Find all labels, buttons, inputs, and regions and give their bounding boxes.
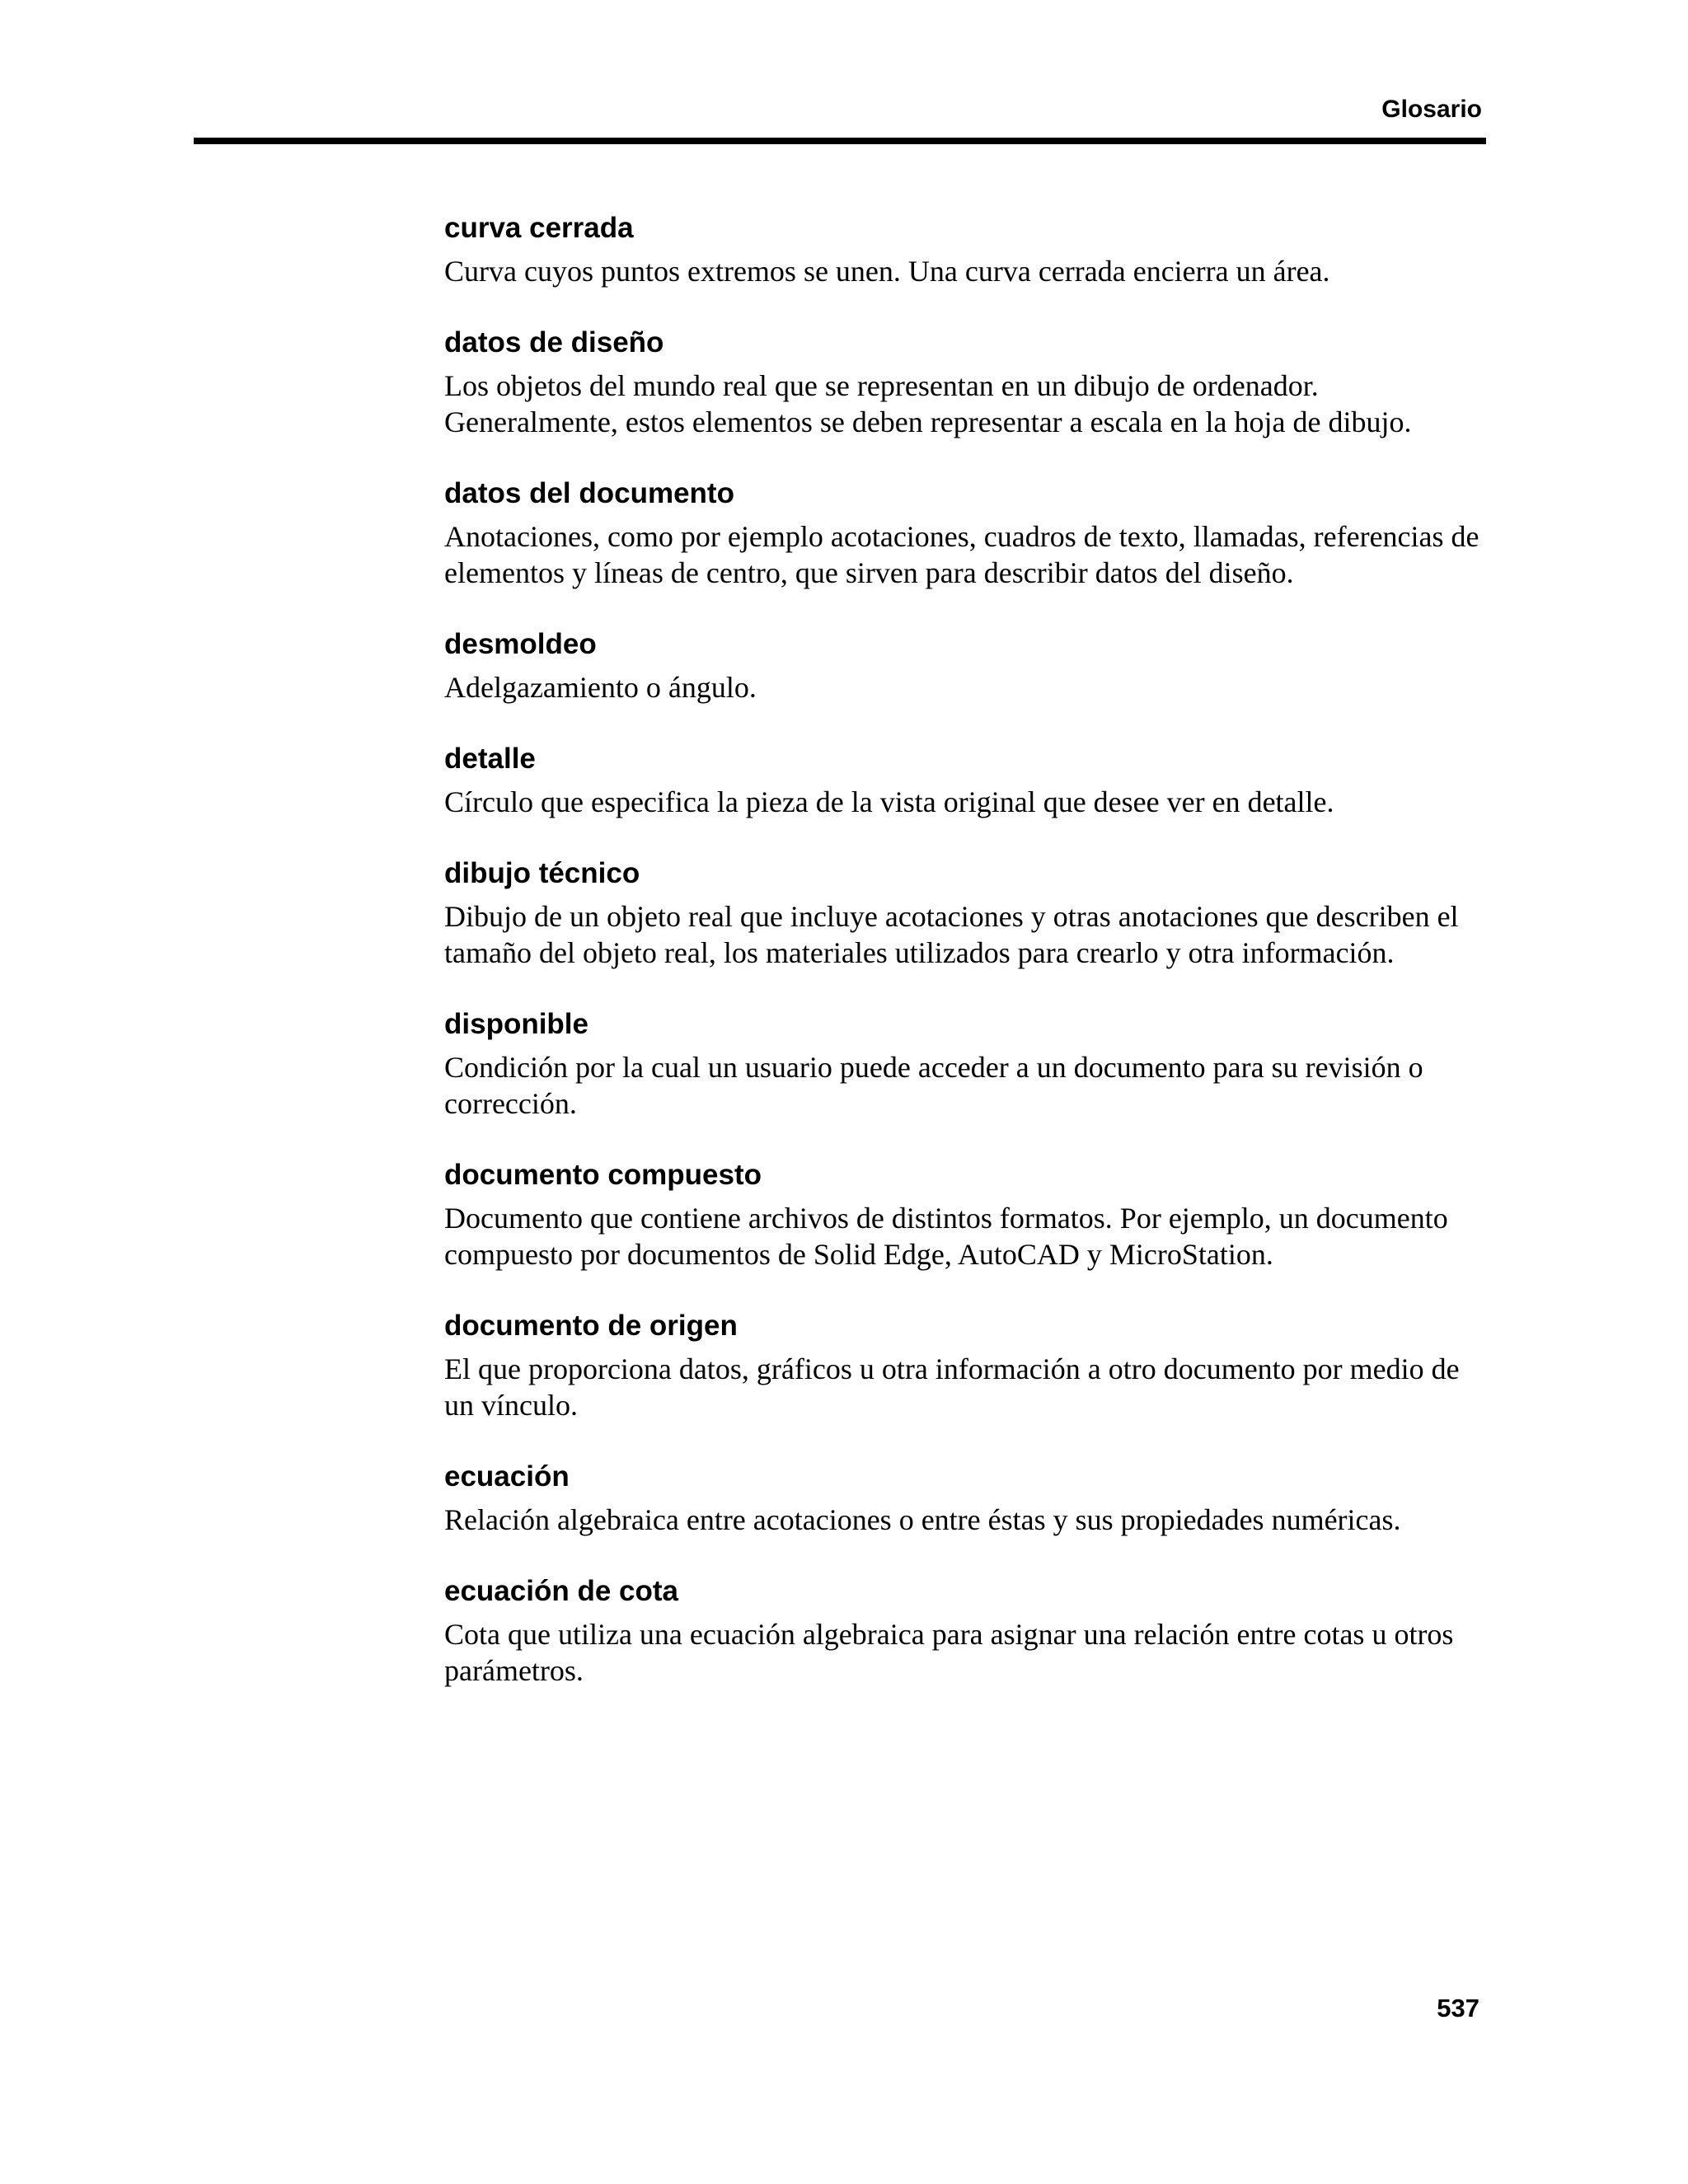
glossary-definition: Condición por la cual un usuario puede acceder a un documento para su revisión o corrección. — [444, 1051, 1423, 1120]
glossary-term: ecuación — [444, 1460, 570, 1493]
glossary-entry — [444, 1573, 1491, 1689]
glossary-definition: Dibujo de un objeto real que incluye acotaciones y otras anotaciones que describen el tamaño del objeto real, los materiales utilizados para crearlo y otra información. — [444, 900, 1459, 969]
glossary-term: datos de diseño — [444, 326, 664, 359]
page-number: 537 — [1437, 1994, 1479, 2022]
glossary-definition: Adelgazamiento o ángulo. — [444, 671, 757, 704]
glossary-entry — [444, 325, 1491, 440]
glossary-entry-list — [444, 210, 1491, 1724]
glossary-term: disponible — [444, 1008, 588, 1040]
glossary-term: documento de origen — [444, 1310, 738, 1342]
glossary-entry — [444, 1157, 1491, 1272]
glossary-term: detalle — [444, 743, 536, 775]
glossary-definition: Relación algebraica entre acotaciones o entre éstas y sus propiedades numéricas. — [444, 1503, 1401, 1536]
glossary-entry — [444, 626, 1491, 705]
glossary-definition: Documento que contiene archivos de distintos formatos. Por ejemplo, un documento compuesto por documentos de Solid Edge, AutoCAD y MicroStation. — [444, 1202, 1448, 1271]
glossary-entry — [444, 1308, 1491, 1423]
glossary-entry — [444, 1006, 1491, 1122]
glossary-term: dibujo técnico — [444, 857, 640, 889]
glossary-entry — [444, 1459, 1491, 1538]
glossary-entry — [444, 855, 1491, 971]
glossary-term: datos del documento — [444, 477, 734, 509]
glossary-term: documento compuesto — [444, 1159, 762, 1191]
glossary-entry — [444, 210, 1491, 289]
glossary-definition: Los objetos del mundo real que se representan en un dibujo de ordenador. Generalmente, estos elementos se deben representar a escala en la hoja de dibujo. — [444, 369, 1412, 438]
header-divider — [194, 138, 1486, 144]
section-header-title: Glosario — [1381, 96, 1482, 123]
glossary-term: curva cerrada — [444, 212, 634, 244]
glossary-entry — [444, 741, 1491, 820]
glossary-term: ecuación de cota — [444, 1575, 678, 1607]
glossary-definition: Anotaciones, como por ejemplo acotaciones, cuadros de texto, llamadas, referencias de elementos y líneas de centro, que sirven para describir datos del diseño. — [444, 520, 1479, 589]
glossary-definition: Cota que utiliza una ecuación algebraica para asignar una relación entre cotas u otros parámetros. — [444, 1618, 1454, 1687]
glossary-definition: El que proporciona datos, gráficos u otra información a otro documento por medio de un vínculo. — [444, 1352, 1460, 1422]
glossary-entry — [444, 476, 1491, 591]
glossary-term: desmoldeo — [444, 628, 597, 660]
glossary-definition: Círculo que especifica la pieza de la vista original que desee ver en detalle. — [444, 785, 1334, 818]
glossary-definition: Curva cuyos puntos extremos se unen. Una curva cerrada encierra un área. — [444, 255, 1330, 288]
